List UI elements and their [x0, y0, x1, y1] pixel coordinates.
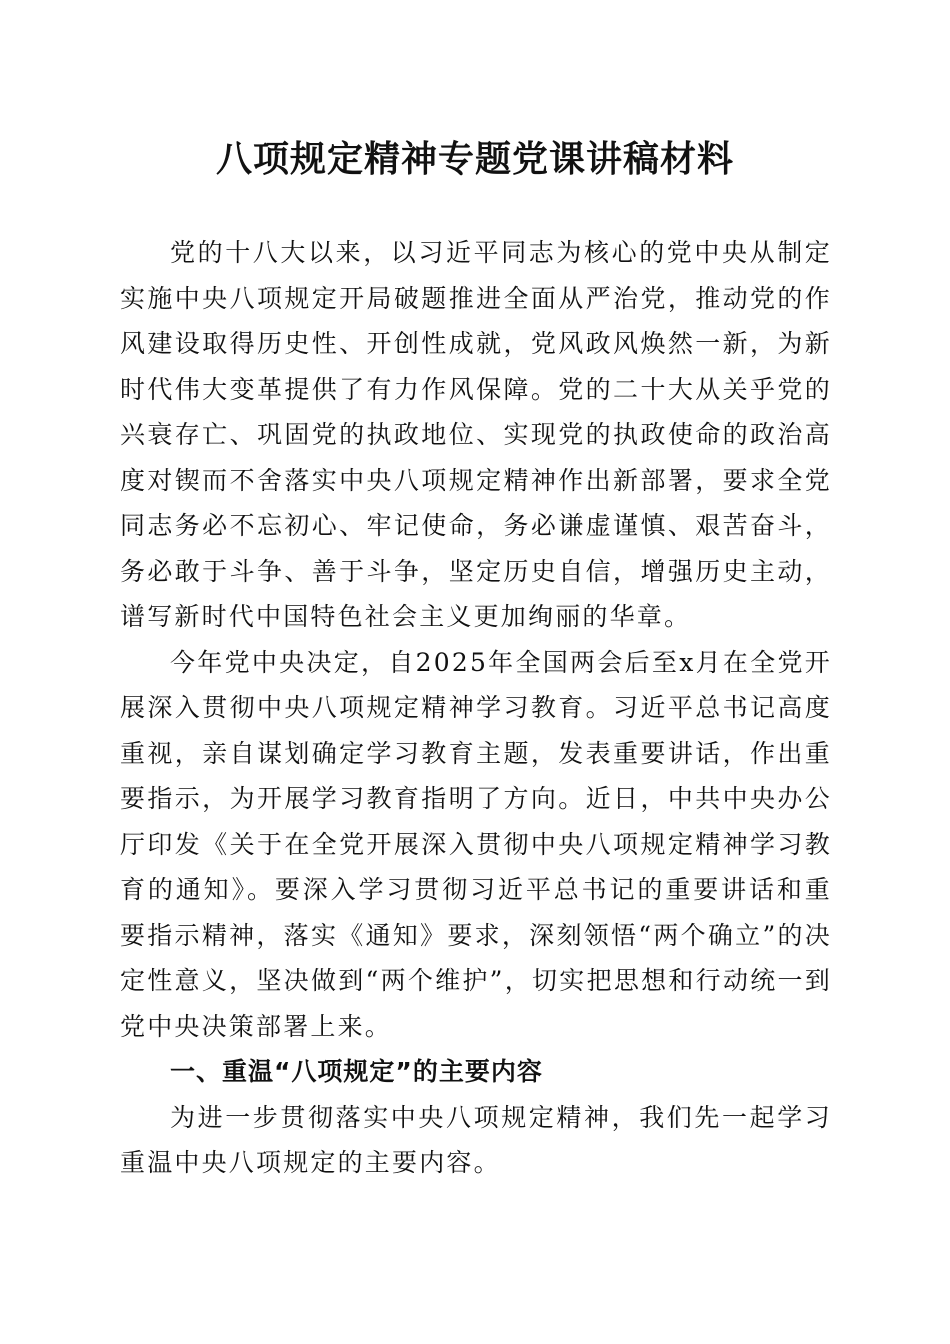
body-paragraph-2: 今年党中央决定，自2025年全国两会后至x月在全党开展深入贯彻中央八项规定精神学习教育。习近平总书记高度重视，亲自谋划确定学习教育主题，发表重要讲话，作出重要指示，为开展学习教育指明了方向。近日，中共中央办公厅印发《关于在全党开展深入贯彻中央八项规定精神学习教育的通知》。要深入学习贯彻习近平总书记的重要讲话和重要指示精神，落实《通知》要求，深刻领悟“两个确立”的决定性意义，坚决做到“两个维护”，切实把思想和行动统一到党中央决策部署上来。 — [120, 647, 832, 1041]
body-paragraph-1: 党的十八大以来，以习近平同志为核心的党中央从制定实施中央八项规定开局破题推进全面从严治党，推动党的作风建设取得历史性、开创性成就，党风政风焕然一新，为新时代伟大变革提供了有力作风保障。党的二十大从关乎党的兴衰存亡、巩固党的执政地位、实现党的执政使命的政治高度对锲而不舍落实中央八项规定精神作出新部署，要求全党同志务必不忘初心、牢记使命，务必谦虚谨慎、艰苦奋斗，务必敢于斗争、善于斗争，坚定历史自信，增强历史主动，谱写新时代中国特色社会主义更加绚丽的华章。 — [120, 238, 832, 631]
section-paragraph: 为进一步贯彻落实中央八项规定精神，我们先一起学习重温中央八项规定的主要内容。 — [120, 1102, 832, 1177]
section-heading: 一、重温“八项规定”的主要内容 — [170, 1057, 543, 1086]
document-body — [120, 230, 832, 1186]
document-title: 八项规定精神专题党课讲稿材料 — [215, 138, 734, 180]
